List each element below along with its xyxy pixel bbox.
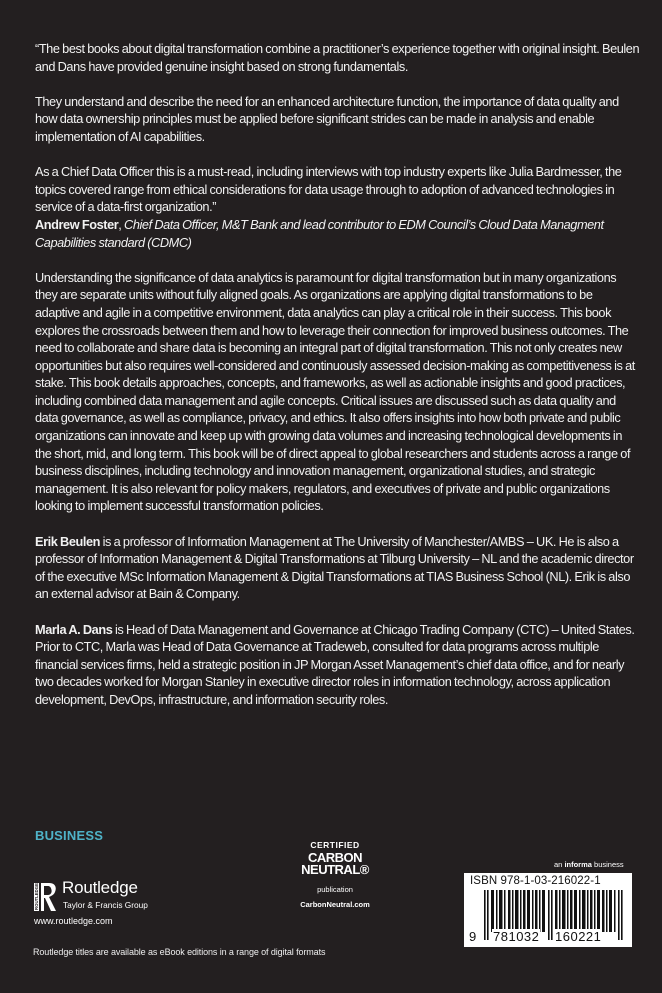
svg-text:ROUTLEDGE: ROUTLEDGE — [34, 883, 39, 910]
isbn-barcode — [464, 873, 632, 947]
author-bio-2: Marla A. Dans is Head of Data Management and Governance at Chicago Trading Company (CTC) – United States. Prior to CTC, Marla was Head of Data Governance at Tradeweb, consulted for data programs across multiple financial services firms, held a strategic position in JP Morgan Asset Management’s chief data office, and for nearly two decades worked for Morgan Stanley in executive director roles in information technology, across application development, DevOps, infrastructure, and information security roles. — [35, 621, 635, 707]
barcode-digits-group-1: 781032 — [493, 929, 540, 944]
carbon-publication-label: publication — [317, 885, 353, 894]
isbn-label: ISBN 978-1-03-216022-1 — [470, 875, 601, 887]
informa-brand: informa — [564, 860, 592, 869]
carbon-line-1: CARBON — [307, 850, 363, 865]
author-name: Marla A. Dans — [35, 621, 113, 637]
endorser-name: Andrew Foster — [35, 216, 119, 232]
carbon-line-2: NEUTRAL® — [301, 862, 369, 877]
endorsement-paragraph-3: As a Chief Data Officer this is a must-read, including interviews with top industry experts like Julia Bardmesser, the topics covered range from ethical considerations for data usage through to adoption of advanced technologies in service of a data-first organization.” — [35, 164, 622, 215]
routledge-r-icon — [34, 882, 58, 912]
carbon-url: CarbonNeutral.com — [300, 900, 370, 909]
endorsement-attribution: Andrew Foster, Chief Data Officer, M&T Bank and lead contributor to EDM Council’s Cloud Data Managment Capabilities standard (CDMC) — [35, 216, 604, 250]
publisher-logo — [34, 878, 204, 932]
endorser-title: Chief Data Officer, M&T Bank and lead contributor to EDM Council’s Cloud Data Managment Capabilities standard (CDMC) — [35, 216, 604, 250]
book-description: Understanding the significance of data analytics is paramount for digital transformation but in many organizations they are separate units without fully aligned goals. As organizations are applying digital transformations to be adaptive and agile in a competitive environment, data analytics can play a critical role in their success. This book explores the crossroads between them and how to leverage their connection for improved business outcomes. The need to collaborate and share data is becoming an integral part of digital transformation. This not only creates new opportunities but also requires well-considered and continuously assessed decision-making as competitiveness is at stake. This book details approaches, concepts, and frameworks, as well as actionable insights and good practices, including combined data management and agile concepts. Critical issues are discussed such as data quality and data governance, as well as compliance, privacy, and ethics. It also offers insights into how both private and public organizations can innovate and keep up with growing data volumes and increasing technological developments in the short, mid, and long term. This book will be of direct appeal to global researchers and students across a range of business disciplines, including technology and innovation management, organizational studies, and strategic management. It is also relevant for policy makers, regulators, and executives of private and public organizations looking to implement successful transformation policies. — [35, 269, 635, 514]
author-name: Erik Beulen — [35, 533, 101, 549]
endorsement-block — [35, 40, 640, 709]
back-cover-text — [35, 40, 640, 726]
barcode-digit-first: 9 — [469, 929, 477, 944]
author-bio-1: Erik Beulen is a professor of Information Management at The University of Manchester/AMBS – UK. He is also a professor of Information Management & Digital Transformations at Tilburg University – NL and the academic director of the executive MSc Information Management & Digital Transformations at TIAS Business School (NL). Erik is also an external advisor at Bain & Company. — [35, 533, 634, 602]
publisher-url[interactable]: www.routledge.com — [34, 916, 113, 926]
subject-category: BUSINESS — [35, 828, 104, 843]
carbon-neutral-badge — [285, 840, 385, 925]
carbon-certified-label: CERTIFIED — [310, 840, 360, 850]
ebook-availability-note: Routledge titles are available as eBook editions in a range of digital formats — [33, 947, 326, 957]
publisher-group: Taylor & Francis Group — [63, 900, 148, 910]
endorsement-paragraph-2: They understand and describe the need for an enhanced architecture function, the importance of data quality and how data ownership principles must be applied before significant strides can be made in analysis and enable implementation of AI capabilities. — [35, 93, 619, 144]
publisher-name: Routledge — [62, 878, 138, 897]
barcode-digits-group-2: 160221 — [555, 929, 602, 944]
informa-tagline: an informa business — [554, 860, 624, 869]
endorsement-paragraph-1: “The best books about digital transformation combine a practitioner’s experience together with original insight. Beulen and Dans have provided genuine insight based on strong fundamentals. — [35, 41, 640, 74]
